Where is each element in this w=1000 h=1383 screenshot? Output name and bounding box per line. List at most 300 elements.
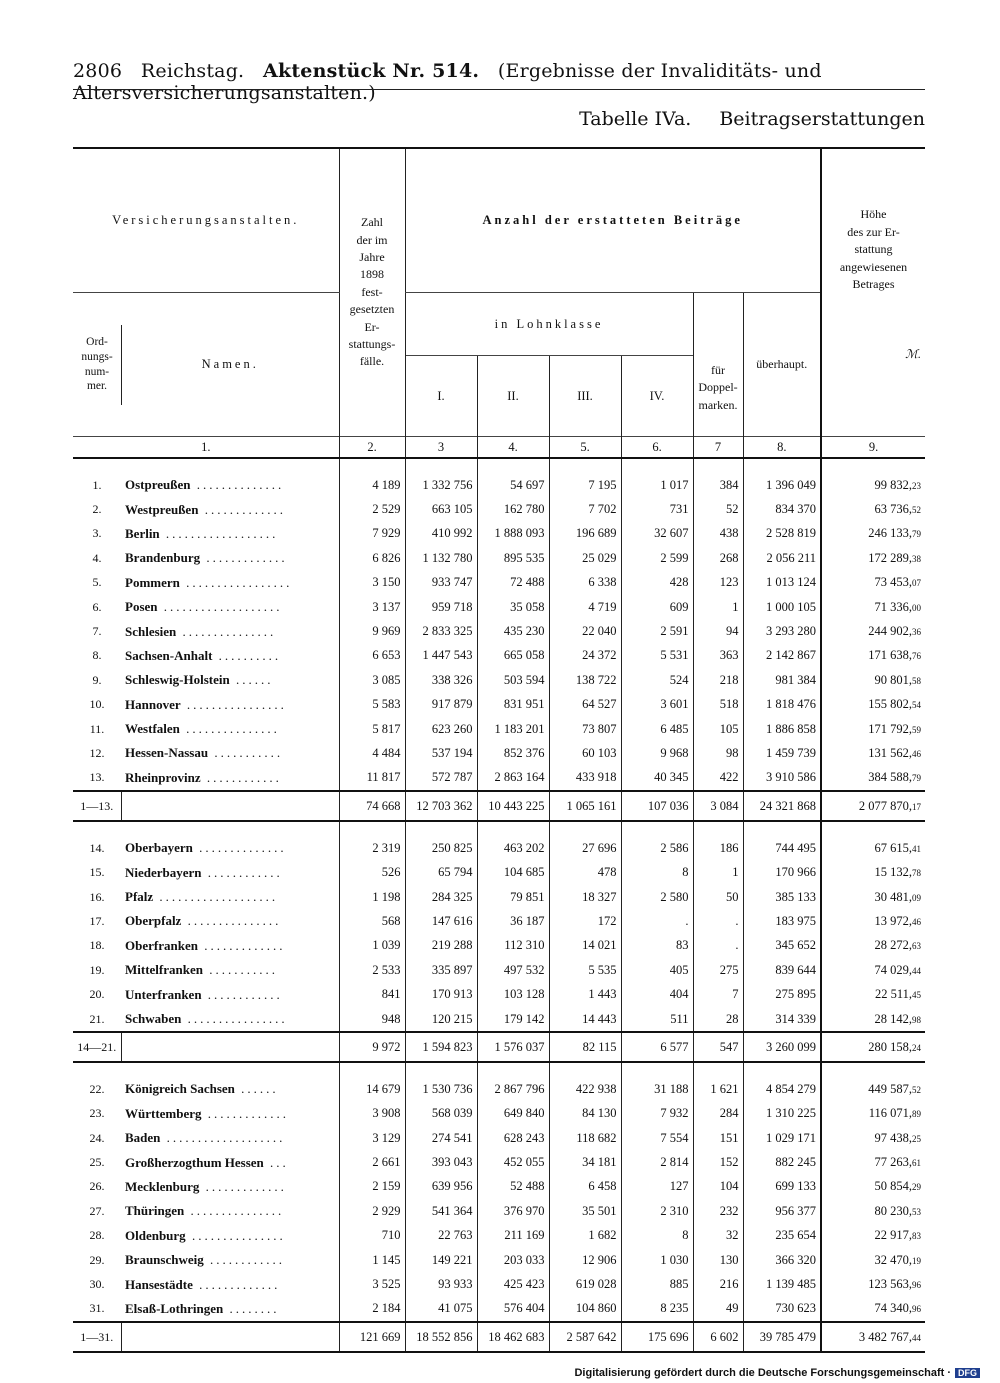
row-l1: 623 260 — [405, 717, 477, 741]
amount-pfennig: 17 — [912, 801, 921, 812]
row-name — [121, 885, 339, 909]
amount-pfennig: 54 — [912, 700, 921, 711]
row-dm: 275 — [693, 958, 743, 982]
row-l2: 52 488 — [477, 1175, 549, 1199]
row-l1: 917 879 — [405, 693, 477, 717]
row-number: 20. — [89, 987, 105, 1002]
leader-dots: ............... — [176, 623, 277, 639]
amount-pfennig: 36 — [912, 627, 921, 638]
reichstag-label: Reichstag. — [140, 60, 245, 82]
spacer-cell — [693, 1062, 743, 1077]
row-name — [121, 1102, 339, 1126]
amount-mark: 67 615 — [874, 840, 909, 855]
row-ueb: 4 854 279 — [743, 1077, 821, 1101]
decimal-comma: , — [908, 840, 912, 855]
row-number: 30. — [89, 1277, 105, 1292]
colnum-3: 3 — [405, 437, 477, 459]
row-zahl: 1 039 — [339, 934, 405, 958]
amount-mark: 246 133 — [868, 526, 909, 541]
sum-l2: 1 576 037 — [477, 1032, 549, 1062]
row-l3: 27 696 — [549, 836, 621, 860]
row-zahl: 2 184 — [339, 1297, 405, 1322]
row-betrag — [821, 522, 925, 546]
decimal-comma: , — [908, 798, 912, 813]
row-l1: 537 194 — [405, 741, 477, 765]
row-betrag — [821, 473, 925, 497]
table-row — [73, 571, 925, 595]
row-name — [121, 836, 339, 860]
spacer-cell — [121, 821, 339, 836]
row-name-text: Oberpfalz — [125, 913, 182, 929]
amount-pfennig: 76 — [912, 651, 921, 662]
row-zahl: 948 — [339, 1007, 405, 1032]
row-name-text: Oldenburg — [125, 1227, 186, 1243]
decimal-comma: , — [908, 672, 912, 687]
amount-pfennig: 61 — [912, 1158, 921, 1169]
row-number: 24. — [89, 1130, 105, 1145]
sum-l1: 1 594 823 — [405, 1032, 477, 1062]
amount-pfennig: 79 — [912, 529, 921, 540]
row-zahl: 5 817 — [339, 717, 405, 741]
row-dm: . — [693, 909, 743, 933]
decimal-comma: , — [908, 1155, 912, 1170]
row-l3: 433 918 — [549, 766, 621, 791]
amount-pfennig: 59 — [912, 724, 921, 735]
row-zahl: 3 137 — [339, 595, 405, 619]
row-dm: 49 — [693, 1297, 743, 1322]
page-number: 2806 — [73, 60, 123, 82]
sum-row — [73, 1322, 925, 1352]
row-betrag — [821, 934, 925, 958]
row-betrag — [821, 982, 925, 1006]
row-name — [121, 571, 339, 595]
row-name-text: Württemberg — [125, 1105, 202, 1121]
leader-dots: ................ — [181, 1011, 288, 1026]
row-ueb: 314 339 — [743, 1007, 821, 1032]
row-betrag — [821, 1077, 925, 1101]
amount-mark: 99 832 — [874, 477, 909, 492]
row-l2: 452 055 — [477, 1150, 549, 1174]
amount-pfennig: 96 — [912, 1304, 921, 1315]
row-name — [121, 497, 339, 521]
row-l4: 2 580 — [621, 885, 693, 909]
row-name-text: Brandenburg — [125, 550, 201, 566]
row-l2: 831 951 — [477, 693, 549, 717]
amount-mark: 90 801 — [874, 672, 909, 687]
row-name — [121, 1224, 339, 1248]
spacer-cell — [621, 458, 693, 473]
sum-dm: 547 — [693, 1032, 743, 1062]
leader-dots: ............. — [201, 1105, 290, 1121]
amount-mark: 123 563 — [868, 1277, 909, 1292]
row-ueb: 2 528 819 — [743, 522, 821, 546]
row-l3: 172 — [549, 909, 621, 933]
table-row — [73, 1297, 925, 1322]
row-l3: 7 195 — [549, 473, 621, 497]
decimal-comma: , — [908, 1039, 912, 1054]
amount-mark: 280 158 — [868, 1039, 909, 1054]
sum-l4: 175 696 — [621, 1322, 693, 1352]
decimal-comma: , — [908, 1228, 912, 1243]
row-zahl: 3 150 — [339, 571, 405, 595]
amount-mark: 15 132 — [874, 865, 909, 880]
row-ueb: 2 142 867 — [743, 644, 821, 668]
table-row — [73, 1077, 925, 1101]
row-dm: 384 — [693, 473, 743, 497]
row-zahl: 6 826 — [339, 546, 405, 570]
row-name — [121, 909, 339, 933]
leader-dots: ................ — [180, 696, 287, 712]
leader-dots: ............. — [198, 501, 286, 517]
decimal-comma: , — [908, 624, 912, 639]
group-spacer — [73, 458, 925, 473]
row-ueb: 3 910 586 — [743, 766, 821, 791]
amount-mark: 80 230 — [874, 1203, 909, 1218]
row-name-text: Pfalz — [125, 889, 154, 905]
table-row — [73, 546, 925, 570]
row-l2: 104 685 — [477, 860, 549, 884]
spacer-cell — [73, 458, 121, 473]
colnum-9: 9. — [821, 437, 925, 459]
sum-zahl: 74 668 — [339, 791, 405, 821]
row-number: 4. — [92, 550, 102, 565]
leader-dots: ............. — [200, 550, 288, 566]
row-l4: 9 968 — [621, 741, 693, 765]
table-row — [73, 619, 925, 643]
row-l2: 79 851 — [477, 885, 549, 909]
header-lk1: I. — [405, 356, 477, 437]
table-row — [73, 595, 925, 619]
row-betrag — [821, 1248, 925, 1272]
row-l1: 284 325 — [405, 885, 477, 909]
leader-dots: ........... — [202, 962, 278, 978]
row-l4: 2 310 — [621, 1199, 693, 1223]
colnum-2: 2. — [339, 437, 405, 459]
table-row — [73, 693, 925, 717]
row-l1: 41 075 — [405, 1297, 477, 1322]
amount-mark: 22 917 — [874, 1228, 909, 1243]
row-l4: 8 — [621, 1224, 693, 1248]
row-l1: 149 221 — [405, 1248, 477, 1272]
sum-l2: 18 462 683 — [477, 1322, 549, 1352]
amount-mark: 13 972 — [874, 913, 909, 928]
row-dm: 28 — [693, 1007, 743, 1032]
table-row — [73, 1007, 925, 1032]
amount-mark: 172 289 — [868, 550, 909, 565]
row-ueb: 744 495 — [743, 836, 821, 860]
decimal-comma: , — [908, 913, 912, 928]
row-name-text: Hannover — [125, 696, 181, 712]
row-zahl: 3 085 — [339, 668, 405, 692]
row-ueb: 385 133 — [743, 885, 821, 909]
row-l1: 568 039 — [405, 1102, 477, 1126]
row-l4: 2 591 — [621, 619, 693, 643]
row-l3: 118 682 — [549, 1126, 621, 1150]
header-rule — [73, 89, 925, 90]
row-zahl: 2 159 — [339, 1175, 405, 1199]
colnum-6: 6. — [621, 437, 693, 459]
amount-mark: 28 142 — [874, 1011, 909, 1026]
row-dm: 50 — [693, 885, 743, 909]
row-zahl: 3 908 — [339, 1102, 405, 1126]
colnum-7: 7 — [693, 437, 743, 459]
amount-mark: 449 587 — [868, 1081, 909, 1096]
decimal-comma: , — [908, 1277, 912, 1292]
row-l1: 338 326 — [405, 668, 477, 692]
row-zahl: 14 679 — [339, 1077, 405, 1101]
leader-dots: ............... — [179, 721, 280, 737]
row-number: 21. — [89, 1011, 105, 1026]
header-anzahl: Anzahl der erstatteten Beiträge — [405, 148, 821, 293]
leader-dots: ........... — [208, 745, 284, 761]
row-betrag — [821, 693, 925, 717]
spacer-cell — [743, 1062, 821, 1077]
row-l2: 376 970 — [477, 1199, 549, 1223]
sum-l1: 12 703 362 — [405, 791, 477, 821]
table-row — [73, 668, 925, 692]
row-betrag — [821, 668, 925, 692]
row-l4: 8 — [621, 860, 693, 884]
row-l3: 84 130 — [549, 1102, 621, 1126]
table-row — [73, 909, 925, 933]
row-l2: 2 867 796 — [477, 1077, 549, 1101]
row-l3: 34 181 — [549, 1150, 621, 1174]
amount-mark: 155 802 — [868, 697, 909, 712]
row-l2: 203 033 — [477, 1248, 549, 1272]
sum-ueb: 24 321 868 — [743, 791, 821, 821]
row-l2: 211 169 — [477, 1224, 549, 1248]
leader-dots: .......... — [212, 647, 282, 663]
row-name-text: Unterfranken — [125, 986, 202, 1002]
spacer-cell — [693, 458, 743, 473]
row-name — [121, 1007, 339, 1032]
group-spacer — [73, 821, 925, 836]
row-name-text: Hessen-Nassau — [125, 745, 209, 761]
amount-pfennig: 98 — [912, 1014, 921, 1025]
row-number: 8. — [92, 648, 102, 663]
row-l4: 31 188 — [621, 1077, 693, 1101]
row-l1: 65 794 — [405, 860, 477, 884]
amount-pfennig: 46 — [912, 916, 921, 927]
sum-range: 1—31. — [73, 1322, 121, 1352]
row-name-text: Niederbayern — [125, 864, 202, 880]
table-row — [73, 473, 925, 497]
row-l3: 422 938 — [549, 1077, 621, 1101]
row-betrag — [821, 1126, 925, 1150]
spacer-cell — [405, 821, 477, 836]
group-spacer — [73, 1062, 925, 1077]
row-l2: 54 697 — [477, 473, 549, 497]
row-dm: 105 — [693, 717, 743, 741]
row-betrag — [821, 1199, 925, 1223]
amount-pfennig: 25 — [912, 1133, 921, 1144]
sum-name-empty — [121, 1032, 339, 1062]
row-name-text: Braunschweig — [125, 1252, 204, 1268]
row-name — [121, 934, 339, 958]
row-ueb: 1 818 476 — [743, 693, 821, 717]
row-name-text: Mittelfranken — [125, 962, 203, 978]
row-name-text: Hansestädte — [125, 1276, 193, 1292]
row-number: 25. — [89, 1155, 105, 1170]
spacer-cell — [549, 458, 621, 473]
row-dm: 1 621 — [693, 1077, 743, 1101]
row-l3: 6 338 — [549, 571, 621, 595]
row-dm: . — [693, 934, 743, 958]
row-l1: 250 825 — [405, 836, 477, 860]
leader-dots: ............. — [192, 1276, 281, 1292]
leader-dots: .............. — [190, 477, 285, 493]
spacer-cell — [743, 821, 821, 836]
row-l2: 665 058 — [477, 644, 549, 668]
amount-mark: 50 854 — [874, 1179, 909, 1194]
aktenstueck-label: Aktenstück Nr. 514. — [263, 60, 480, 82]
row-betrag — [821, 766, 925, 791]
row-number: 23. — [89, 1106, 105, 1121]
amount-pfennig: 83 — [912, 1231, 921, 1242]
amount-mark: 71 336 — [874, 599, 909, 614]
header-lk2: II. — [477, 356, 549, 437]
spacer-cell — [821, 821, 925, 836]
table-row — [73, 1224, 925, 1248]
row-l2: 1 888 093 — [477, 522, 549, 546]
row-name — [121, 693, 339, 717]
column-number-row — [73, 437, 925, 459]
row-betrag — [821, 619, 925, 643]
row-l4: 6 485 — [621, 717, 693, 741]
decimal-comma: , — [908, 526, 912, 541]
leader-dots: ................... — [153, 889, 279, 905]
sum-dm: 6 602 — [693, 1322, 743, 1352]
row-name — [121, 668, 339, 692]
row-l2: 112 310 — [477, 934, 549, 958]
row-name — [121, 619, 339, 643]
page-header — [73, 60, 1000, 104]
row-l2: 463 202 — [477, 836, 549, 860]
row-ueb: 235 654 — [743, 1224, 821, 1248]
row-number: 26. — [89, 1179, 105, 1194]
sum-l2: 10 443 225 — [477, 791, 549, 821]
header-doppel: für Doppel- marken. — [693, 293, 743, 437]
row-dm: 32 — [693, 1224, 743, 1248]
row-ueb: 1 886 858 — [743, 717, 821, 741]
amount-pfennig: 00 — [912, 602, 921, 613]
header-anstalten: Versicherungsanstalten. — [73, 148, 339, 293]
colnum-8: 8. — [743, 437, 821, 459]
row-betrag — [821, 1150, 925, 1174]
row-l3: 196 689 — [549, 522, 621, 546]
row-zahl: 6 653 — [339, 644, 405, 668]
table-head — [73, 148, 925, 458]
table-row — [73, 1199, 925, 1223]
row-dm: 422 — [693, 766, 743, 791]
table-row — [73, 1150, 925, 1174]
row-name-text: Westfalen — [125, 721, 180, 737]
row-number: 7. — [92, 624, 102, 639]
leader-dots: .................. — [159, 525, 279, 541]
row-l2: 503 594 — [477, 668, 549, 692]
amount-mark: 3 482 767 — [858, 1329, 909, 1344]
row-name-text: Großherzogthum Hessen — [125, 1154, 264, 1170]
row-dm: 98 — [693, 741, 743, 765]
row-name-text: Mecklenburg — [125, 1178, 200, 1194]
amount-mark: 171 792 — [868, 721, 909, 736]
table-row — [73, 1126, 925, 1150]
amount-mark: 77 263 — [874, 1155, 909, 1170]
subject-label: (Ergebnisse der Invaliditäts- und Altersversicherungsanstalten.) — [73, 60, 822, 104]
header-zahl: Zahl der im Jahre 1898 fest- gesetzten Er- stattungs- fälle. — [339, 148, 405, 437]
row-l4: 83 — [621, 934, 693, 958]
table-row — [73, 958, 925, 982]
decimal-comma: , — [908, 697, 912, 712]
decimal-comma: , — [908, 1301, 912, 1316]
row-dm: 268 — [693, 546, 743, 570]
amount-pfennig: 63 — [912, 941, 921, 952]
row-name — [121, 766, 339, 791]
row-name — [121, 1150, 339, 1174]
row-number: 17. — [89, 913, 105, 928]
decimal-comma: , — [908, 889, 912, 904]
row-l3: 6 458 — [549, 1175, 621, 1199]
row-l2: 628 243 — [477, 1126, 549, 1150]
sum-ueb: 3 260 099 — [743, 1032, 821, 1062]
row-name — [121, 1199, 339, 1223]
row-dm: 152 — [693, 1150, 743, 1174]
row-l3: 24 372 — [549, 644, 621, 668]
row-ueb: 956 377 — [743, 1199, 821, 1223]
decimal-comma: , — [908, 938, 912, 953]
spacer-cell — [121, 1062, 339, 1077]
row-name — [121, 595, 339, 619]
header-ueberhaupt: überhaupt. — [743, 293, 821, 437]
table-row — [73, 1248, 925, 1272]
row-l1: 120 215 — [405, 1007, 477, 1032]
row-name-text: Pommern — [125, 574, 180, 590]
row-number: 11. — [89, 721, 105, 736]
amount-mark: 74 029 — [874, 962, 909, 977]
table-name: Beitragserstattungen — [719, 108, 925, 130]
spacer-cell — [549, 1062, 621, 1077]
table-row — [73, 836, 925, 860]
row-ueb: 699 133 — [743, 1175, 821, 1199]
spacer-cell — [549, 821, 621, 836]
leader-dots: ................... — [157, 599, 283, 615]
row-number: 3. — [92, 526, 102, 541]
row-number: 15. — [89, 865, 105, 880]
leader-dots: ............... — [184, 1203, 285, 1219]
row-l3: 138 722 — [549, 668, 621, 692]
row-name — [121, 717, 339, 741]
row-l4: 127 — [621, 1175, 693, 1199]
table-row — [73, 522, 925, 546]
decimal-comma: , — [908, 550, 912, 565]
row-name-text: Thüringen — [125, 1203, 185, 1219]
row-l4: 32 607 — [621, 522, 693, 546]
row-number: 1. — [92, 477, 102, 492]
row-l4: 2 814 — [621, 1150, 693, 1174]
amount-mark: 73 453 — [874, 575, 909, 590]
row-l3: 25 029 — [549, 546, 621, 570]
row-l1: 572 787 — [405, 766, 477, 791]
row-l3: 22 040 — [549, 619, 621, 643]
row-l3: 619 028 — [549, 1272, 621, 1296]
row-zahl: 4 484 — [339, 741, 405, 765]
row-zahl: 1 198 — [339, 885, 405, 909]
row-l2: 35 058 — [477, 595, 549, 619]
decimal-comma: , — [908, 721, 912, 736]
row-l3: 5 535 — [549, 958, 621, 982]
header-hoehe — [821, 148, 925, 437]
row-name — [121, 958, 339, 982]
